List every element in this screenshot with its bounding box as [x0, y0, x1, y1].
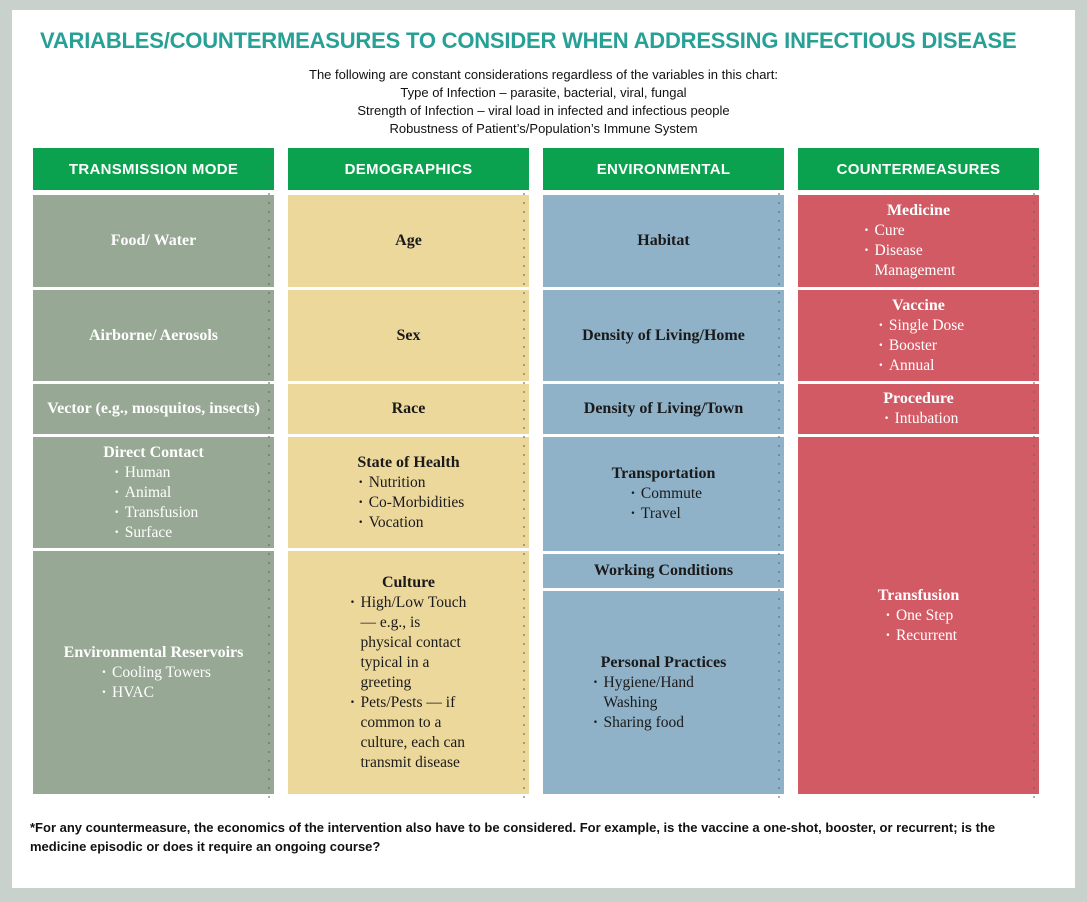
bullet-item [625, 504, 702, 524]
cell [288, 551, 529, 794]
bullet-list [880, 606, 957, 646]
cell [288, 290, 529, 381]
cell [33, 195, 274, 287]
bullet-list [353, 473, 465, 533]
cell [543, 554, 784, 588]
cell [288, 384, 529, 434]
bullet-dot-icon: · [630, 505, 636, 522]
bullet-list [879, 409, 959, 429]
cell-title: Transfusion [877, 586, 960, 604]
cell-title: Vaccine [892, 296, 945, 314]
cell-title: Habitat [637, 232, 690, 249]
bullet-item-label: Animal [124, 483, 172, 501]
bullet-item [880, 606, 957, 626]
bullet-item [345, 693, 473, 773]
cell-title: Medicine [886, 202, 951, 219]
bullet-item-label: Hygiene/Hand Washing [603, 673, 694, 711]
bullet-item [109, 463, 199, 483]
variables-table [33, 148, 1039, 794]
bullet-item [873, 316, 964, 336]
bullet-item-label: Single Dose [888, 316, 965, 334]
cell [543, 591, 784, 794]
bullet-item [109, 523, 199, 543]
cell-title: Transportation [611, 465, 716, 482]
bullet-item [859, 221, 979, 241]
cell [33, 290, 274, 381]
bullet-list [345, 593, 473, 773]
column-header: ENVIRONMENTAL [543, 148, 784, 190]
bullet-dot-icon: · [878, 356, 884, 374]
bullet-item [859, 241, 979, 281]
cell [798, 384, 1039, 434]
cell-title: Food/ Water [110, 232, 197, 249]
bullet-dot-icon: · [114, 483, 120, 501]
cell-title: Race [391, 400, 426, 417]
bullet-dot-icon: · [863, 222, 870, 239]
bullet-item-label: Cooling Towers [112, 663, 211, 681]
bullet-dot-icon: · [349, 693, 356, 711]
bullet-dot-icon: · [878, 336, 884, 354]
cell [798, 195, 1039, 287]
bullet-list [859, 221, 979, 281]
cell-title: Vector (e.g., mosquitos, insects) [47, 400, 260, 417]
column-countermeasures [798, 148, 1039, 794]
bullet-item [873, 356, 964, 376]
cell-title: Airborne/ Aerosols [88, 326, 219, 344]
bullet-item [109, 483, 199, 503]
bullet-item-label: Travel [640, 505, 681, 522]
bullet-item-label: Commute [640, 485, 703, 502]
bullet-item-label: Co-Morbidities [368, 493, 465, 511]
bullet-dot-icon: · [878, 316, 884, 334]
cell-title: Personal Practices [600, 653, 727, 671]
bullet-dot-icon: · [885, 606, 891, 624]
bullet-item [880, 626, 957, 646]
intro-line: Robustness of Patient’s/Population’s Immune System [389, 121, 698, 136]
intro-line: The following are constant considerations regardless of the variables in this chart: [309, 67, 778, 82]
column-transmission-mode [33, 148, 274, 794]
bullet-dot-icon: · [884, 410, 890, 427]
bullet-list [96, 663, 211, 703]
cell [543, 290, 784, 381]
bullet-item-label: Recurrent [895, 626, 958, 644]
bullet-item-label: Transfusion [124, 503, 199, 521]
intro-line: Strength of Infection – viral load in infected and infectious people [357, 103, 730, 118]
bullet-item-label: High/Low Touch — e.g., is physical contact typical in a greeting [360, 593, 467, 691]
cell-title: Environmental Reservoirs [63, 643, 244, 661]
cell-title: Density of Living/Town [583, 400, 744, 417]
bullet-item [96, 663, 211, 683]
cell-title: Direct Contact [103, 443, 204, 461]
page-title: VARIABLES/COUNTERMEASURES TO CONSIDER WHEN ADDRESSING INFECTIOUS DISEASE [40, 28, 1017, 53]
bullet-item-label: Intubation [894, 410, 959, 427]
column-environmental [543, 148, 784, 794]
bullet-item-label: Cure [874, 222, 905, 239]
bullet-item-label: Sharing food [603, 713, 685, 731]
cell [33, 551, 274, 794]
bullet-item-label: One Step [895, 606, 954, 624]
bullet-item-label: Vocation [368, 513, 424, 531]
cell [288, 195, 529, 287]
bullet-item [873, 336, 964, 356]
cell [543, 437, 784, 551]
bullet-dot-icon: · [885, 626, 891, 644]
column-header: TRANSMISSION MODE [33, 148, 274, 190]
cell [33, 384, 274, 434]
bullet-dot-icon: · [358, 493, 364, 511]
bullet-item-label: Pets/Pests — if common to a culture, each can transmit disease [360, 693, 466, 771]
footnote: *For any countermeasure, the economics of the intervention also have to be considered. For example, is the vaccine a one-shot, booster, or recurrent; is the medicine episodic or does it require an ongoing course? [30, 820, 996, 854]
bullet-item-label: Nutrition [368, 473, 426, 491]
cell-title: State of Health [357, 453, 460, 471]
bullet-item [625, 484, 702, 504]
bullet-dot-icon: · [101, 683, 107, 701]
cell [798, 290, 1039, 381]
bullet-item-label: HVAC [112, 683, 154, 701]
intro-line: Type of Infection – parasite, bacterial, viral, fungal [400, 85, 687, 100]
bullet-item [353, 513, 465, 533]
bullet-item [96, 683, 211, 703]
cell-title: Culture [381, 573, 436, 591]
bullet-list [625, 484, 702, 524]
cell-title: Procedure [883, 390, 954, 407]
bullet-list [873, 316, 964, 376]
bullet-dot-icon: · [349, 593, 356, 611]
bullet-item [353, 473, 465, 493]
bullet-item [879, 409, 959, 429]
bullet-dot-icon: · [114, 523, 120, 541]
column-header: DEMOGRAPHICS [288, 148, 529, 190]
column-demographics [288, 148, 529, 794]
cell-title: Density of Living/Home [582, 326, 745, 344]
cell [288, 437, 529, 548]
bullet-dot-icon: · [630, 485, 636, 502]
bullet-list [588, 673, 740, 733]
intro-block [12, 66, 1075, 138]
bullet-list [109, 463, 199, 543]
column-header: COUNTERMEASURES [798, 148, 1039, 190]
bullet-dot-icon: · [101, 663, 107, 681]
cell [543, 195, 784, 287]
bullet-item [353, 493, 465, 513]
bullet-item [345, 593, 473, 693]
cell [543, 384, 784, 434]
cell [798, 437, 1039, 794]
bullet-dot-icon: · [358, 473, 364, 491]
bullet-item-label: Surface [124, 523, 173, 541]
bullet-dot-icon: · [863, 242, 870, 259]
cell [33, 437, 274, 548]
bullet-dot-icon: · [592, 673, 599, 691]
bullet-item [588, 673, 740, 713]
bullet-item-label: Booster [888, 336, 938, 354]
bullet-item [588, 713, 740, 733]
bullet-dot-icon: · [592, 713, 599, 731]
page-frame [12, 10, 1075, 888]
bullet-item-label: Disease Management [874, 242, 956, 279]
cell-title: Sex [396, 326, 421, 344]
bullet-item-label: Human [124, 463, 171, 481]
bullet-dot-icon: · [358, 513, 364, 531]
bullet-item [109, 503, 199, 523]
bullet-dot-icon: · [114, 463, 120, 481]
cell-title: Age [395, 232, 422, 249]
bullet-item-label: Annual [888, 356, 935, 374]
bullet-dot-icon: · [114, 503, 120, 521]
cell-title: Working Conditions [593, 562, 734, 579]
